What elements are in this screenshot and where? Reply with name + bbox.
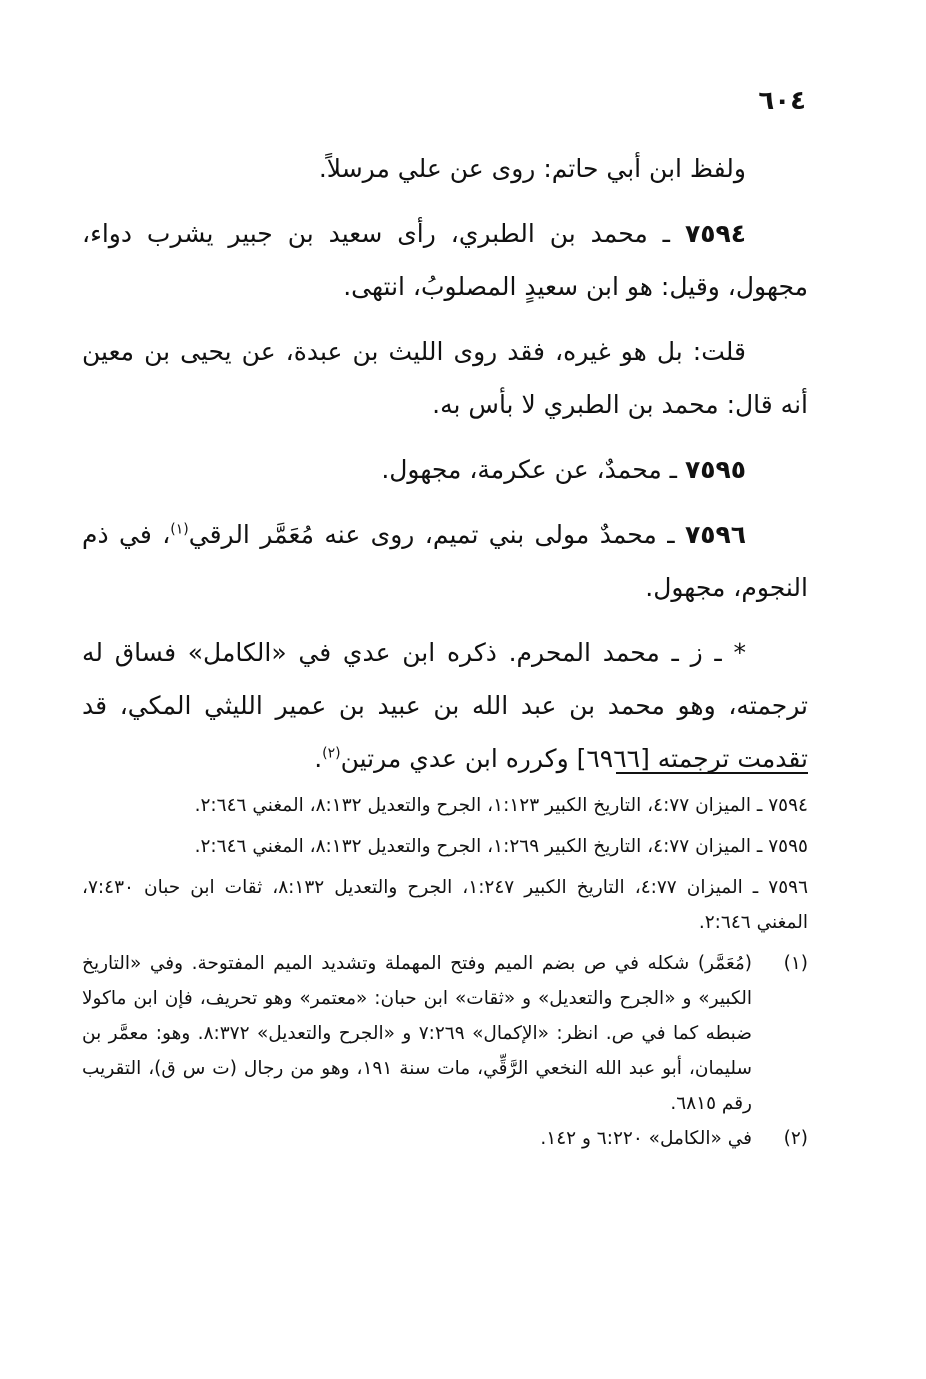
- footnote-ref-2: (٢): [322, 745, 341, 762]
- entry-zawaid-muhammad-al-muharram: [82, 626, 808, 785]
- entry-number: ٧٥٩٥: [684, 455, 746, 484]
- paragraph-text: ولفظ ابن أبي حاتم: روى عن علي مرسلاً.: [318, 154, 746, 183]
- paragraph-qultu: [82, 325, 808, 431]
- entry-text: ، في ذم النجوم، مجهول.: [82, 520, 808, 602]
- entry-7594: [82, 207, 808, 313]
- footnote-text: في «الكامل» ٦:٢٢٠ و ١٤٢.: [540, 1128, 752, 1149]
- entry-7595: [82, 443, 808, 496]
- page-number: ٦٠٤: [758, 86, 806, 116]
- source-7594: ٧٥٩٤ ـ الميزان ٤:٧٧، التاريخ الكبير ١:١٢٣، الجرح والتعديل ٨:١٣٢، المغني ٢:٦٤٦.: [194, 795, 808, 816]
- entry-text: ـ محمد بن الطبري، رأى سعيد بن جبير يشرب دواء، مجهول، وقيل: هو ابن سعيدٍ المصلوبُ، انتهى.: [82, 219, 808, 301]
- footnote-marker: (١): [783, 953, 808, 974]
- footnote-marker: (٢): [783, 1128, 808, 1149]
- footnote-divider: [616, 772, 808, 774]
- entry-number: ٧٥٩٦: [684, 520, 746, 549]
- entry-number: ٧٥٩٤: [684, 219, 746, 248]
- main-text: [82, 142, 808, 785]
- source-7596: ٧٥٩٦ ـ الميزان ٤:٧٧، التاريخ الكبير ١:٢٤٧، الجرح والتعديل ٨:١٣٢، ثقات ابن حبان ٧:٤٣٠، المغني ٢:٦٤٦.: [82, 877, 809, 933]
- entry-text: .: [314, 744, 323, 773]
- footnotes-section: [82, 788, 808, 1156]
- entry-text: ـ محمدٌ، عن عكرمة، مجهول.: [381, 455, 685, 484]
- source-7595: ٧٥٩٥ ـ الميزان ٤:٧٧، التاريخ الكبير ١:٢٦٩، الجرح والتعديل ٨:١٣٢، المغني ٢:٦٤٦.: [194, 836, 808, 857]
- footnote-1: [82, 946, 808, 1121]
- paragraph-ibn-abi-hatim: [82, 142, 808, 195]
- footnote-ref-1: (١): [170, 521, 189, 538]
- entry-7596: [82, 508, 808, 614]
- footnote-text: (مُعَمَّر) شكله في ص بضم الميم وفتح المهملة وتشديد الميم المفتوحة. وفي «التاريخ الكبير» و «الجرح والتعديل» و «ثقات» ابن حبان: «معتمر» وهو تحريف، فإن ابن ماكولا ضبطه كما في ص. انظر: «الإكمال» ٧:٢٦٩ و «الجرح والتعديل» ٨:٣٧٢. وهو: معمَّر بن سليمان، أبو عبد الله النخعي الرَّقِّي، مات سنة ١٩١، وهو من رجال (ت س ق)، التقريب رقم ٦٨١٥.: [82, 953, 753, 1114]
- entry-text: * ـ ز ـ محمد المحرم. ذكره ابن عدي في «الكامل» فساق له ترجمته، وهو محمد بن عبد الله بن عبيد بن عمير الليثي المكي، قد تقدمت ترجمته [٦٩٦٦] وكرره ابن عدي مرتين: [82, 638, 808, 773]
- entry-text: ـ محمدٌ مولى بني تميم، روى عنه مُعَمَّر الرقي: [188, 520, 685, 549]
- paragraph-text: قلت: بل هو غيره، فقد روى الليث بن عبدة، عن يحيى بن معين أنه قال: محمد بن الطبري لا بأس به.: [82, 337, 808, 419]
- footnote-2: [82, 1121, 808, 1156]
